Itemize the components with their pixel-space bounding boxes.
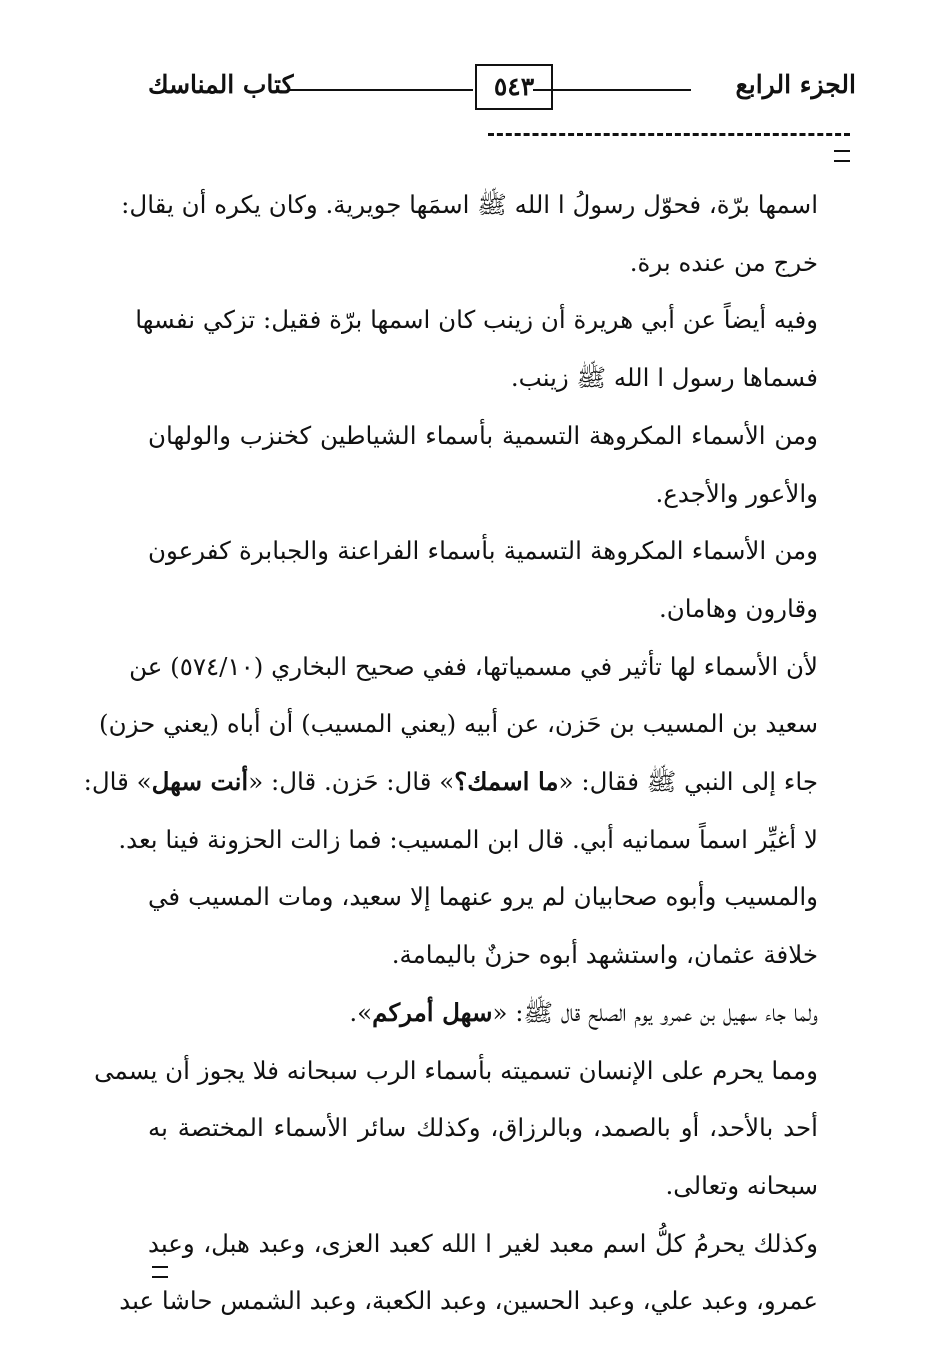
text-line: وقارون وهامان. xyxy=(658,593,818,623)
text-line: وفيه أيضاً عن أبي هريرة أن زينب كان اسمها برّة فقيل: تزكي نفسها xyxy=(135,305,818,335)
text-line: والأعور والأجدع. xyxy=(655,478,818,508)
text-line: أحد بالأحد، أو بالصمد، وبالرزاق، وكذلك سائر الأسماء المختصة به xyxy=(148,1113,818,1143)
text-line xyxy=(148,984,818,1042)
paragraph xyxy=(135,291,818,406)
main-text xyxy=(83,176,818,1330)
text-line: خلافة عثمان، واستشهد أبوه حزنٌ باليمامة. xyxy=(391,940,818,970)
header-rule-right xyxy=(533,89,691,91)
quoted-speech: ما اسمك؟ xyxy=(454,767,559,797)
book-title: كتاب المناسك xyxy=(148,70,294,99)
text-line: خرج من عنده برة. xyxy=(629,247,818,277)
text-run: ». xyxy=(349,997,373,1027)
page-number: ٥٤٣ xyxy=(475,64,553,110)
header-rule-left xyxy=(288,89,473,91)
text-line: لأن الأسماء لها تأثير في مسمياتها، ففي صحيح البخاري (٥٧٤/١٠) عن xyxy=(129,651,818,681)
text-line: سعيد بن المسيب بن حَزن، عن أبيه (يعني المسيب) أن أباه (يعني حزن) xyxy=(99,709,818,739)
text-run: جاء إلى النبي ﷺ فقال: « xyxy=(558,767,818,797)
text-line xyxy=(83,753,818,811)
continuation-dashed-rule xyxy=(488,133,850,136)
paragraph xyxy=(148,868,818,983)
paragraph xyxy=(148,522,818,637)
text-line: ومن الأسماء المكروهة التسمية بأسماء الفراعنة والجبابرة كفرعون xyxy=(148,536,818,566)
text-line: وكذلك يحرمُ كلُّ اسم معبد لغير ا الله كعبد العزى، وعبد هبل، وعبد xyxy=(148,1228,818,1258)
text-run: » قال: xyxy=(83,767,152,797)
continuation-mark-top xyxy=(834,150,850,162)
text-line: ومما يحرم على الإنسان تسميته بأسماء الرب سبحانه فلا يجوز أن يسمى xyxy=(94,1055,818,1085)
paragraph xyxy=(121,176,818,291)
running-header xyxy=(148,64,856,120)
text-line: اسمها برّة، فحوّل رسولُ ا الله ﷺ اسمَها جويرية. وكان يكره أن يقال: xyxy=(121,190,818,219)
text-run: » قال: حَزن. قال: « xyxy=(248,767,455,797)
quoted-speech: أنت سهل xyxy=(151,767,249,797)
continuation-mark-bottom xyxy=(152,1266,168,1278)
paragraph xyxy=(148,407,818,522)
text-line: سبحانه وتعالى. xyxy=(665,1170,818,1200)
quoted-speech: سهل أمركم xyxy=(372,997,493,1027)
paragraph xyxy=(119,1215,818,1330)
volume-label: الجزء الرابع xyxy=(735,70,856,99)
text-line: والمسيب وأبوه صحابيان لم يرو عنهما إلا سعيد، ومات المسيب في xyxy=(148,882,818,912)
text-line: لا أغيِّر اسماً سمانيه أبي. قال ابن المسيب: فما زالت الحزونة فينا بعد. xyxy=(118,824,818,854)
paragraph xyxy=(148,984,818,1042)
paragraph xyxy=(83,638,818,869)
text-line: عمرو، وعبد علي، وعبد الحسين، وعبد الكعبة، وعبد الشمس حاشا عبد xyxy=(119,1286,818,1316)
paragraph xyxy=(94,1042,818,1215)
text-run: ولما جاء سهيل بن عمرو يوم الصلح قال ﷺ: « xyxy=(492,997,818,1027)
text-line: فسماها رسول ا الله ﷺ زينب. xyxy=(510,363,818,393)
text-line: ومن الأسماء المكروهة التسمية بأسماء الشياطين كخنزب والولهان xyxy=(148,420,818,450)
